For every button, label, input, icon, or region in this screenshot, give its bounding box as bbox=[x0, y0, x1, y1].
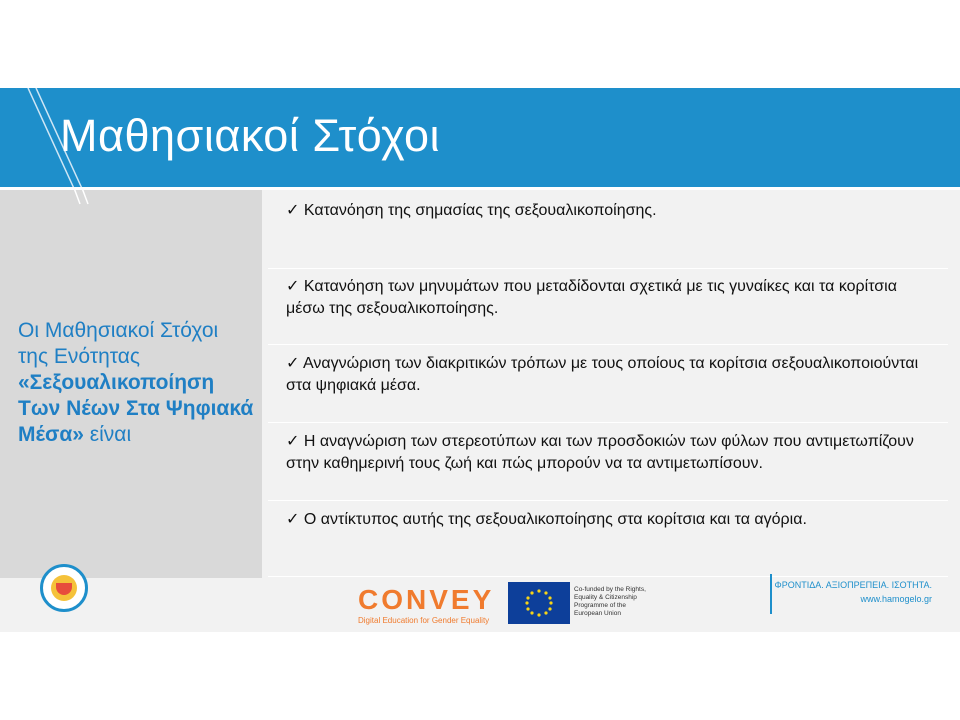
tagline: ΦΡΟΝΤΙΔΑ. ΑΞΙΟΠΡΕΠΕΙΑ. ΙΣΟΤΗΤΑ. bbox=[774, 580, 932, 590]
convey-subtitle: Digital Education for Gender Equality bbox=[358, 616, 490, 625]
slide bbox=[0, 88, 960, 632]
module-suffix: είναι bbox=[83, 423, 132, 446]
module-line-1: Οι Μαθησιακοί Στόχοι bbox=[18, 319, 219, 342]
module-name: «Σεξουαλικοποίηση Των Νέων Στα Ψηφιακά Μέσα» bbox=[18, 371, 254, 446]
objective-item-2: ✓ Κατανόηση των μηνυμάτων που μεταδίδονται σχετικά με τις γυναίκες και τα κορίτσια μέσω της σεξουαλικοποίησης. bbox=[286, 278, 897, 317]
objective-divider bbox=[268, 422, 948, 423]
objective-item-1: ✓ Κατανόηση της σημασίας της σεξουαλικοποίησης. bbox=[286, 202, 657, 219]
objective-item-3: ✓ Αναγνώριση των διακριτικών τρόπων με τους οποίους τα κορίτσια σεξουαλικοποιούνται στα ψηφιακά μέσα. bbox=[286, 355, 919, 394]
convey-logo: CONVEY bbox=[358, 584, 495, 615]
slide-title: Μαθησιακοί Στόχοι bbox=[60, 110, 441, 161]
slide-header bbox=[0, 88, 960, 187]
module-description bbox=[18, 318, 258, 448]
eu-cofunding-text: Co-funded by the Rights, Equality & Citizenship Programme of the European Union bbox=[574, 586, 646, 617]
decorative-slash-tail-icon bbox=[0, 188, 120, 208]
objective-item-5: ✓ Ο αντίκτυπος αυτής της σεξουαλικοποίησης στα κορίτσια και τα αγόρια. bbox=[286, 511, 807, 528]
tagline-block bbox=[775, 578, 932, 606]
objective-item-4: ✓ Η αναγνώριση των στερεοτύπων και των προσδοκιών των φύλων που αντιμετωπίζουν στην καθημερινή τους ζωή και πώς μπορούν να τα αντιμετωπίσουν. bbox=[286, 433, 914, 472]
website-link[interactable]: www.hamogelo.gr bbox=[860, 594, 932, 604]
tagline-divider bbox=[770, 574, 772, 614]
objective-divider bbox=[268, 500, 948, 501]
objective-divider bbox=[268, 576, 948, 577]
objective-divider bbox=[268, 268, 948, 269]
objective-divider bbox=[268, 344, 948, 345]
left-panel bbox=[0, 190, 262, 578]
module-line-2: της Ενότητας bbox=[18, 345, 141, 368]
eu-flag-icon bbox=[508, 582, 570, 624]
hamogelo-logo-icon bbox=[40, 564, 88, 612]
